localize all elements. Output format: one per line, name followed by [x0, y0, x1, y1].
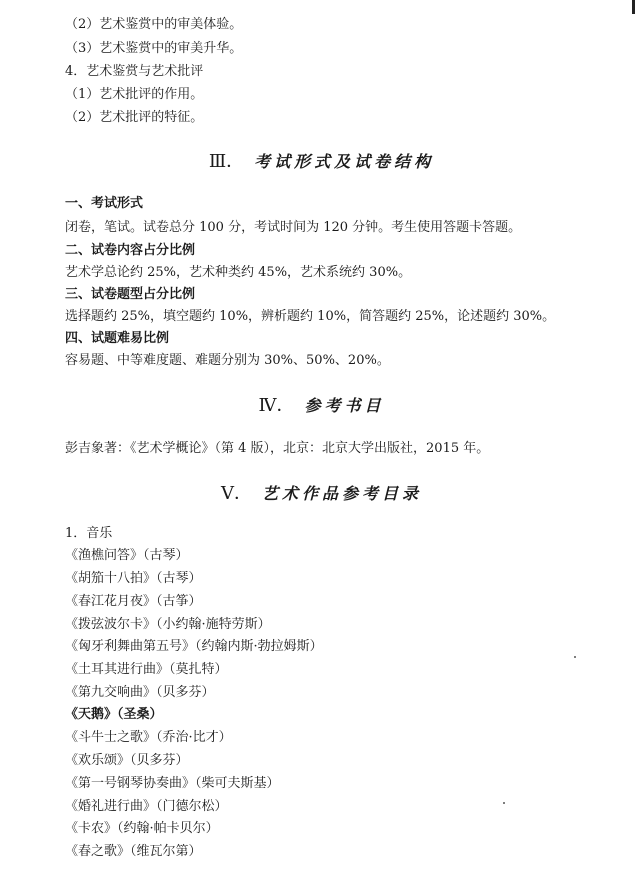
list-item: 《渔樵问答》（古琴） — [65, 548, 189, 563]
list-item: 《第九交响曲》（贝多芬） — [65, 685, 215, 700]
paragraph: 艺术学总论约 25%，艺术种类约 45%，艺术系统约 30%。 — [65, 265, 412, 280]
section-title: 艺术作品参考目录 — [261, 484, 422, 503]
list-item: 《拨弦波尔卡》（小约翰·施特劳斯） — [65, 617, 271, 632]
list-item: （2）艺术批评的特征。 — [65, 110, 204, 125]
list-item: 《第一号钢琴协奏曲》（柴可夫斯基） — [65, 776, 280, 791]
reference-entry: 彭吉象著：《艺术学概论》（第 4 版），北京：北京大学出版社，2015 年。 — [65, 441, 490, 456]
section-title: 考试形式及试卷结构 — [254, 152, 435, 171]
list-item: 《天鹅》（圣桑） — [65, 707, 163, 722]
scan-edge-mark — [632, 0, 635, 14]
scan-speck — [503, 802, 505, 804]
list-item: 《土耳其进行曲》（莫扎特） — [65, 662, 228, 677]
list-item: 《欢乐颂》（贝多芬） — [65, 753, 189, 768]
paragraph: 闭卷，笔试。试卷总分 100 分，考试时间为 120 分钟。考生使用答题卡答题。 — [65, 220, 522, 235]
list-item: 《匈牙利舞曲第五号》（约翰内斯·勃拉姆斯） — [65, 639, 323, 654]
subsection-title: 三、试卷题型占分比例 — [65, 287, 196, 302]
list-item: （3）艺术鉴赏中的审美升华。 — [65, 41, 243, 56]
list-item: 《卡农》（约翰·帕卡贝尔） — [65, 821, 219, 836]
scan-speck — [574, 656, 576, 658]
subsection-title: 四、试题难易比例 — [65, 331, 170, 346]
category-label: 1．音乐 — [65, 526, 113, 541]
list-item: （1）艺术批评的作用。 — [65, 87, 204, 102]
section-number: Ⅲ． — [208, 151, 245, 172]
list-item: 《春之歌》（维瓦尔第） — [65, 844, 202, 859]
section-heading-artwork-list — [0, 484, 643, 504]
list-item: （2）艺术鉴赏中的审美体验。 — [65, 17, 243, 32]
list-item: 《胡笳十八拍》（古琴） — [65, 571, 202, 586]
list-item: 4．艺术鉴赏与艺术批评 — [65, 64, 204, 79]
section-heading-exam-format — [0, 152, 643, 172]
list-item: 《婚礼进行曲》（门德尔松） — [65, 799, 228, 814]
list-item: 《斗牛士之歌》（乔治·比才） — [65, 730, 232, 745]
list-item: 《春江花月夜》（古筝） — [65, 594, 202, 609]
subsection-title: 一、考试形式 — [65, 196, 144, 211]
section-number: Ⅴ． — [220, 483, 252, 504]
paragraph: 容易题、中等难度题、难题分别为 30%、50%、20%。 — [65, 353, 390, 368]
section-number: Ⅳ． — [258, 395, 295, 416]
subsection-title: 二、试卷内容占分比例 — [65, 243, 196, 258]
section-title: 参考书目 — [304, 396, 385, 415]
section-heading-references — [0, 396, 643, 416]
paragraph: 选择题约 25%，填空题约 10%，辨析题约 10%，简答题约 25%，论述题约 30%。 — [65, 309, 556, 324]
